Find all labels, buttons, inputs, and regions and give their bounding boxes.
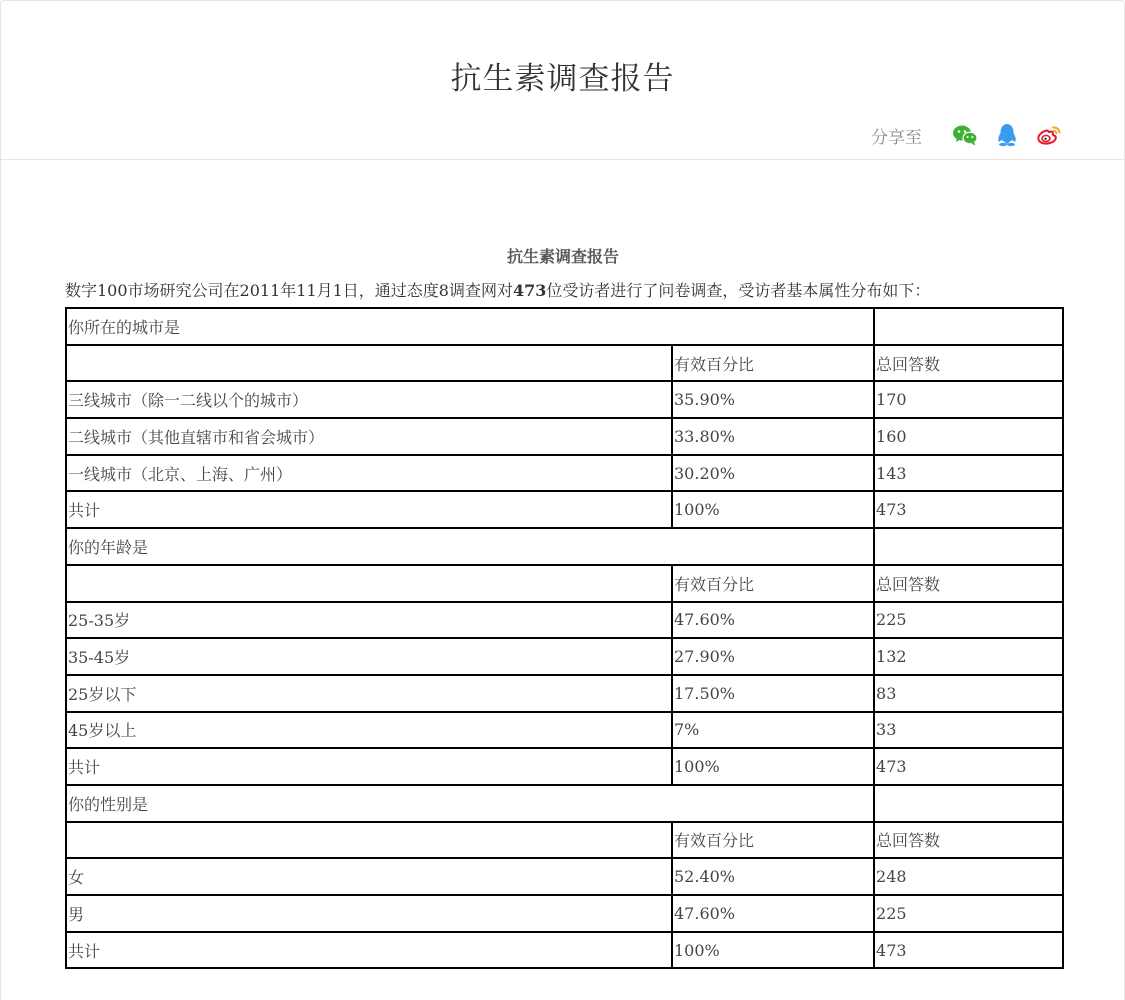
- question-cell: 你的性别是: [66, 785, 874, 822]
- table-row: [66, 418, 1063, 455]
- count-cell: 248: [874, 858, 1063, 895]
- count-cell: 473: [874, 932, 1063, 969]
- column-header-count: 总回答数: [874, 822, 1063, 859]
- answer-label-cell: 共计: [66, 932, 672, 969]
- empty-cell: [66, 565, 672, 602]
- question-row: [66, 785, 1063, 822]
- wechat-icon[interactable]: [952, 123, 978, 147]
- question-cell: 你所在的城市是: [66, 308, 874, 345]
- table-row: [66, 491, 1063, 528]
- percent-cell: 35.90%: [672, 381, 874, 418]
- column-header-row: [66, 345, 1063, 382]
- percent-cell: 30.20%: [672, 455, 874, 492]
- report-intro: [65, 280, 1061, 302]
- table-row: [66, 675, 1063, 712]
- answer-label-cell: 共计: [66, 748, 672, 785]
- table-row: [66, 858, 1063, 895]
- count-cell: 132: [874, 638, 1063, 675]
- empty-cell: [874, 308, 1063, 345]
- table-row: [66, 895, 1063, 932]
- answer-label-cell: 女: [66, 858, 672, 895]
- answer-label-cell: 男: [66, 895, 672, 932]
- answer-label-cell: 二线城市（其他直辖市和省会城市）: [66, 418, 672, 455]
- answer-label-cell: 45岁以上: [66, 712, 672, 749]
- article-header: [1, 1, 1124, 160]
- column-header-row: [66, 822, 1063, 859]
- column-header-percent: 有效百分比: [672, 345, 874, 382]
- qq-icon[interactable]: [994, 123, 1020, 147]
- count-cell: 225: [874, 602, 1063, 639]
- empty-cell: [874, 785, 1063, 822]
- table-row: [66, 602, 1063, 639]
- percent-cell: 47.60%: [672, 895, 874, 932]
- table-row: [66, 748, 1063, 785]
- count-cell: 225: [874, 895, 1063, 932]
- empty-cell: [66, 345, 672, 382]
- intro-text-before: 数字100市场研究公司在2011年11月1日，通过态度8调查网对: [65, 281, 513, 300]
- count-cell: 160: [874, 418, 1063, 455]
- column-header-percent: 有效百分比: [672, 565, 874, 602]
- answer-label-cell: 共计: [66, 491, 672, 528]
- question-cell: 你的年龄是: [66, 528, 874, 565]
- column-header-count: 总回答数: [874, 565, 1063, 602]
- answer-label-cell: 三线城市（除一二线以个的城市）: [66, 381, 672, 418]
- share-label: 分享至: [871, 127, 922, 148]
- percent-cell: 100%: [672, 932, 874, 969]
- empty-cell: [66, 822, 672, 859]
- answer-label-cell: 一线城市（北京、上海、广州）: [66, 455, 672, 492]
- question-row: [66, 308, 1063, 345]
- answer-label-cell: 25岁以下: [66, 675, 672, 712]
- percent-cell: 47.60%: [672, 602, 874, 639]
- report-heading: 抗生素调查报告: [506, 247, 619, 266]
- percent-cell: 33.80%: [672, 418, 874, 455]
- table-row: [66, 455, 1063, 492]
- survey-table: [65, 307, 1064, 969]
- empty-cell: [874, 528, 1063, 565]
- answer-label-cell: 25-35岁: [66, 602, 672, 639]
- column-header-count: 总回答数: [874, 345, 1063, 382]
- count-cell: 170: [874, 381, 1063, 418]
- percent-cell: 100%: [672, 748, 874, 785]
- table-row: [66, 932, 1063, 969]
- count-cell: 143: [874, 455, 1063, 492]
- count-cell: 473: [874, 491, 1063, 528]
- table-row: [66, 638, 1063, 675]
- percent-cell: 7%: [672, 712, 874, 749]
- percent-cell: 100%: [672, 491, 874, 528]
- page-title: 抗生素调查报告: [450, 61, 675, 97]
- count-cell: 473: [874, 748, 1063, 785]
- answer-label-cell: 35-45岁: [66, 638, 672, 675]
- intro-text-after: 位受访者进行了问卷调查，受访者基本属性分布如下：: [546, 281, 931, 300]
- percent-cell: 17.50%: [672, 675, 874, 712]
- percent-cell: 52.40%: [672, 858, 874, 895]
- count-cell: 33: [874, 712, 1063, 749]
- count-cell: 83: [874, 675, 1063, 712]
- column-header-row: [66, 565, 1063, 602]
- percent-cell: 27.90%: [672, 638, 874, 675]
- share-bar: [871, 123, 1062, 147]
- question-row: [66, 528, 1063, 565]
- table-row: [66, 381, 1063, 418]
- intro-respondent-count: 473: [512, 281, 547, 300]
- table-row: [66, 712, 1063, 749]
- weibo-icon[interactable]: [1036, 123, 1062, 147]
- article-body: [1, 246, 1124, 969]
- column-header-percent: 有效百分比: [672, 822, 874, 859]
